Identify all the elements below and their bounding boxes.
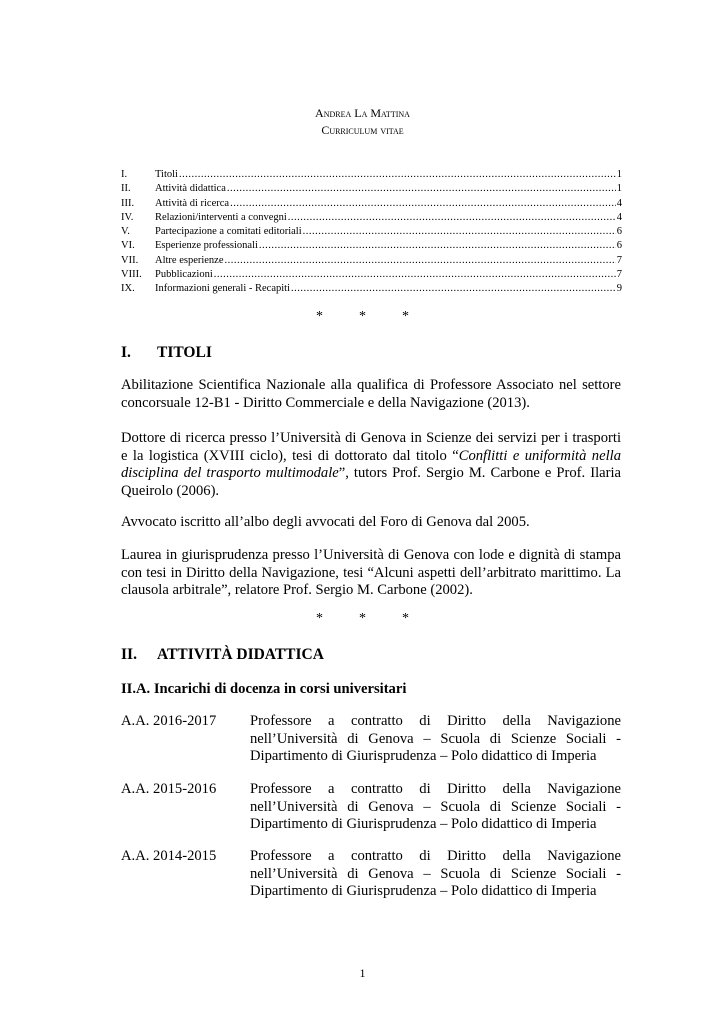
toc-entry[interactable]: IX. Informazioni generali - Recapiti ..... 9 [121,282,622,296]
section-heading-attivita-didattica: II. ATTIVITÀ DIDATTICA [121,646,324,663]
toc-page: 9 [616,283,622,295]
toc-page: 6 [616,240,622,252]
section-heading-titoli: I. TITOLI [121,344,212,361]
toc-page: 1 [616,169,622,180]
course-entry [121,848,621,901]
toc-entry[interactable]: I. Titoli ..... 1 [121,168,622,182]
toc-leader [259,239,616,253]
toc-entry[interactable]: V. Partecipazione a comitati editoriali ..... 6 [121,225,622,239]
paragraph: Dottore di ricerca presso l’Università di Genova in Scienze dei servizi per i trasporti e la logistica (XVIII ciclo), tesi di dottorato dal titolo “Conflitti e uniformità nella disciplina del trasporto multimodale”, tutors Prof. Sergio M. Carbone e Prof. Ilaria Queirolo (2006). [121,430,621,499]
toc-leader [179,168,616,182]
toc-leader [288,211,616,225]
toc-label: Altre esperienze [155,254,224,266]
toc-label: Attività di ricerca [155,197,230,209]
course-description: Professore a contratto di Diritto della Navigazione nell’Università di Genova – Scuola di Scienze Sociali - Dipartimento di Giurisprudenza – Polo didattico di Imperia [250,848,621,899]
course-year: A.A. 2015-2016 [121,781,217,797]
author-name: Andrea La Mattina [315,106,410,120]
toc-entry[interactable]: VI. Esperienze professionali ..... 6 [121,239,622,253]
section-separator: * * * [316,309,409,324]
toc-page: 1 [616,183,622,195]
toc-label: Relazioni/interventi a convegni [155,211,287,223]
course-description: Professore a contratto di Diritto della Navigazione nell’Università di Genova – Scuola di Scienze Sociali - Dipartimento di Giurisprudenza – Polo didattico di Imperia [250,713,621,764]
toc-label: Pubblicazioni [155,269,213,281]
paragraph: Laurea in giurisprudenza presso l’Università di Genova con lode e dignità di stampa con tesi in Diritto della Navigazione, tesi “Alcuni aspetti dell’arbitrato marittimo. La clausola arbitrale”, relatore Prof. Sergio M. Carbone (2002). [121,547,621,598]
course-description: Professore a contratto di Diritto della Navigazione nell’Università di Genova – Scuola di Scienze Sociali - Dipartimento di Giurisprudenza – Polo didattico di Imperia [250,781,621,832]
course-entry [121,713,621,766]
document-header [0,105,725,139]
toc-entry[interactable]: VIII. Pubblicazioni ..... 7 [121,268,622,282]
toc-entry[interactable]: III. Attività di ricerca ..... 4 [121,197,622,211]
toc-label: Partecipazione a comitati editoriali [155,226,302,238]
document-subtitle: Curriculum vitae [321,123,404,137]
toc-page: 7 [616,269,622,281]
paragraph: Avvocato iscritto all’albo degli avvocati del Foro di Genova dal 2005. [121,514,530,530]
page-number: 1 [359,966,366,980]
toc-leader [225,254,616,268]
toc-leader [227,182,616,196]
toc-leader [303,225,616,239]
toc-page: 6 [616,226,622,238]
subsection-heading: II.A. Incarichi di docenza in corsi universitari [121,681,407,697]
toc-leader [230,197,616,211]
toc-label: Informazioni generali - Recapiti [155,283,290,295]
toc-entry[interactable]: VII. Altre esperienze ..... 7 [121,254,622,268]
toc-entry[interactable]: II. Attività didattica ..... 1 [121,182,622,196]
toc-entry[interactable]: IV. Relazioni/interventi a convegni ..... 4 [121,211,622,225]
toc-page: 4 [616,197,622,209]
toc-label: Attività didattica [155,183,226,195]
course-year: A.A. 2016-2017 [121,713,217,729]
table-of-contents [121,168,622,297]
toc-page: 7 [616,254,622,266]
toc-label: Esperienze professionali [155,240,258,252]
section-separator: * * * [316,611,409,626]
toc-leader [291,282,616,296]
course-entry [121,781,621,834]
paragraph: Abilitazione Scientifica Nazionale alla qualifica di Professore Associato nel settore concorsuale 12-B1 - Diritto Commerciale e della Navigazione (2013). [121,377,621,411]
thesis-title: Conflitti e uniformità nella disciplina del trasporto multimodale [121,447,621,481]
course-year: A.A. 2014-2015 [121,848,217,864]
toc-page: 4 [616,211,622,223]
toc-label: Titoli [155,169,178,180]
toc-leader [214,268,616,282]
